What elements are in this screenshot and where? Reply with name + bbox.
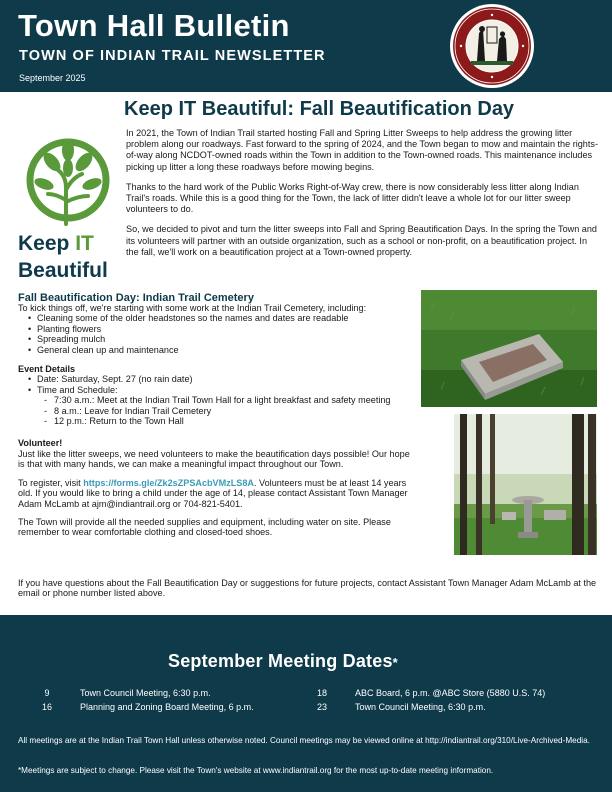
- meeting-day: 16: [41, 702, 52, 712]
- meetings-title: [168, 651, 398, 672]
- cemetery-body: [18, 303, 414, 538]
- register-pre: To register, visit: [18, 477, 84, 488]
- event-date: • Date: Saturday, Sept. 27 (no rain date): [28, 374, 414, 384]
- logo-word-keep: Keep: [18, 232, 70, 255]
- meetings-note: All meetings are at the Indian Trail Town Hall unless otherwise noted. Council meetings may be viewed online at http://indiantrail.org/310/Live-Archived-Media.: [18, 736, 590, 745]
- keep-it-beautiful-logo-text: [18, 230, 118, 284]
- article-headline: Keep IT Beautiful: Fall Beautification Day: [124, 98, 515, 120]
- logo-word-it: IT: [75, 232, 94, 255]
- list-item: • General clean up and maintenance: [28, 345, 414, 355]
- intro-paragraph: So, we decided to pivot and turn the litter sweeps into Fall and Spring Beautification Days. In the spring the Town and its volunteers will partner with an outside organization, such as a school or non-profit, on a beautification project. In the fall, we'll work on a beautification project at a Town-owned property.: [126, 224, 597, 257]
- list-item: • Cleaning some of the older headstones so the names and dates are readable: [28, 313, 414, 323]
- article-intro: [126, 128, 598, 267]
- list-item: • Spreading mulch: [28, 334, 414, 344]
- meeting-event: Town Council Meeting, 6:30 p.m.: [355, 702, 486, 712]
- town-seal-icon: [449, 3, 535, 89]
- meetings-title-text: September Meeting Dates: [168, 651, 393, 671]
- newsletter-title: Town Hall Bulletin: [18, 8, 290, 43]
- volunteer-text: Just like the litter sweeps, we need volunteers to make the beautification days possible! Our hope is that with many hands, we can make a meaningful impact throughout our Town.: [18, 448, 410, 470]
- headstone-photo: [421, 290, 597, 407]
- meeting-event: Town Council Meeting, 6:30 p.m.: [80, 688, 211, 698]
- schedule-item: - 7:30 a.m.: Meet at the Indian Trail Town Hall for a light breakfast and safety meeting: [44, 395, 414, 405]
- masthead: [0, 0, 612, 92]
- newsletter-subtitle: TOWN OF INDIAN TRAIL NEWSLETTER: [19, 48, 326, 64]
- cemetery-fountain-photo: [454, 414, 597, 555]
- schedule-item: - 12 p.m.: Return to the Town Hall: [44, 416, 414, 426]
- cemetery-heading: Fall Beautification Day: Indian Trail Cemetery: [18, 292, 254, 304]
- event-details-label: Event Details: [18, 364, 76, 375]
- meeting-dates-section: [0, 615, 612, 792]
- intro-paragraph: In 2021, the Town of Indian Trail started hosting Fall and Spring Litter Sweeps to help address the growing litter problem along our roadways. Fast forward to the spring of 2024, and the Town began to mow and maintain the rights-of-way along NCDOT-owned roads within the Town in addition to the Town-owned roads. This maintenance includes picking up litter a long these roadways before mowing begins.: [126, 128, 598, 172]
- schedule-item: - 8 a.m.: Leave for Indian Trail Cemetery: [44, 406, 414, 416]
- schedule-label: • Time and Schedule:: [28, 385, 414, 395]
- meeting-event: ABC Board, 6 p.m. @ABC Store (5880 U.S. 74): [355, 688, 546, 698]
- meeting-day: 18: [316, 688, 327, 698]
- list-item: • Planting flowers: [28, 324, 414, 334]
- questions-paragraph: If you have questions about the Fall Beautification Day or suggestions for future projects, contact Assistant Town Manager Adam McLamb at the email or phone number listed above.: [18, 578, 597, 599]
- keep-it-beautiful-tree-icon: [22, 128, 114, 228]
- volunteer-label: Volunteer!: [18, 438, 63, 449]
- register-post: . Volunteers must be at least 14 years old. If you would like to bring a child under the age of 14, please contact Assistant Town Manager Adam McLamb at ajm@indiantrail.org or 704-821-5401.: [18, 477, 408, 509]
- schedule-list: [18, 395, 414, 426]
- meeting-day: 9: [44, 688, 50, 698]
- meeting-event: Planning and Zoning Board Meeting, 6 p.m.: [80, 702, 254, 712]
- supplies-paragraph: The Town will provide all the needed supplies and equipment, including water on site. Please remember to wear comfortable clothing and closed-toed shoes.: [18, 516, 391, 538]
- logo-word-beautiful: Beautiful: [18, 259, 108, 282]
- meeting-day: 23: [316, 702, 327, 712]
- issue-date: September 2025: [19, 73, 86, 83]
- task-list: [18, 313, 414, 355]
- event-details-list: [18, 374, 414, 395]
- register-link[interactable]: https://forms.gle/Zk2sZPSAcbVMzLS8A: [83, 477, 254, 488]
- meetings-asterisk: *: [392, 655, 398, 670]
- intro-paragraph: Thanks to the hard work of the Public Works Right-of-Way crew, there is now considerably less litter along Indian Trail's roads. While this is a good thing for the Town, the lack of litter didn't leave a whole lot for our litter sweep volunteers to do.: [126, 181, 579, 215]
- cemetery-intro: To kick things off, we're starting with some work at the Indian Trail Cemetery, including:: [18, 303, 367, 313]
- register-paragraph: [18, 478, 414, 509]
- meetings-disclaimer: *Meetings are subject to change. Please visit the Town's website at www.indiantrail.org for the most up-to-date meeting information.: [18, 766, 494, 775]
